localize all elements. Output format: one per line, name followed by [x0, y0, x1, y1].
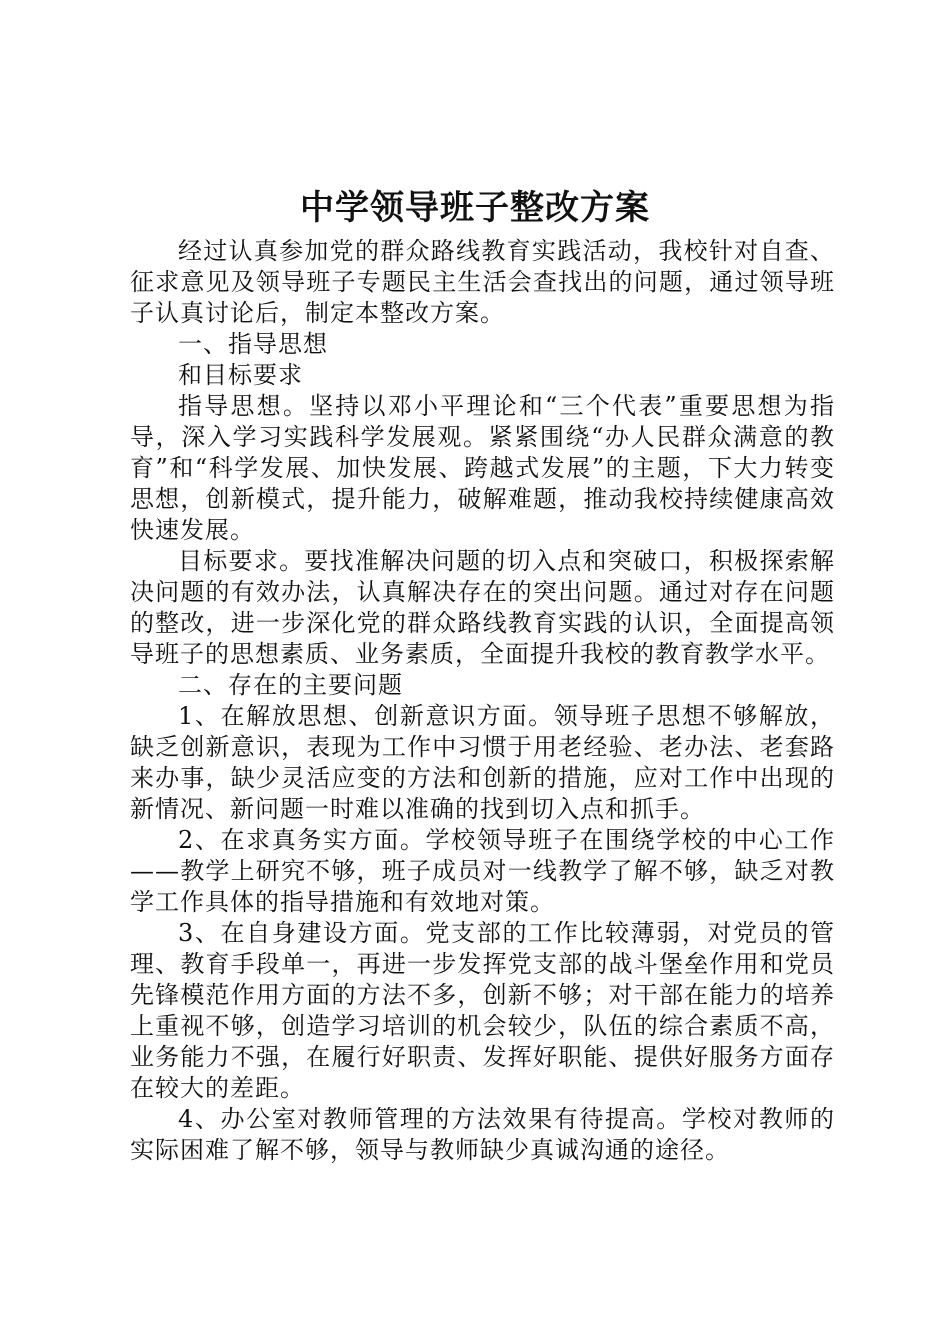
goals-paragraph: 目标要求。要找准解决问题的切入点和突破口，积极探索解决问题的有效办法，认真解决存在的突出问题。通过对存在问题的整改，进一步深化党的群众路线教育实践的认识，全面提高领导班子的思想素质、业务素质，全面提升我校的教育教学水平。: [130, 547, 835, 668]
problem-paragraph-4: 4、办公室对教师管理的方法效果有待提高。学校对教师的实际困难了解不够，领导与教师缺少真诚沟通的途径。: [130, 1105, 835, 1164]
document-body: [130, 236, 835, 1166]
document-title: 中学领导班子整改方案: [300, 188, 650, 228]
problem-paragraph-1: 1、在解放思想、创新意识方面。领导班子思想不够解放，缺乏创新意识，表现为工作中习惯于用老经验、老办法、老套路来办事，缺少灵活应变的方法和创新的措施，应对工作中出现的新情况、新问题一时难以准确的找到切入点和抓手。: [130, 702, 835, 823]
intro-paragraph: 经过认真参加党的群众路线教育实践活动，我校针对自查、征求意见及领导班子专题民主生活会查找出的问题，通过领导班子认真讨论后，制定本整改方案。: [130, 237, 835, 327]
section-heading-main-problems: 二、存在的主要问题: [178, 671, 403, 699]
section-heading-guiding-thought: 一、指导思想: [178, 330, 328, 358]
guiding-thought-paragraph: 指导思想。坚持以邓小平理论和“三个代表”重要思想为指导，深入学习实践科学发展观。紧紧围绕“办人民群众满意的教育”和“科学发展、加快发展、跨越式发展”的主题，下大力转变思想，创新模式，提升能力，破解难题，推动我校持续健康高效快速发展。: [130, 392, 835, 544]
problem-paragraph-3: 3、在自身建设方面。党支部的工作比较薄弱，对党员的管理、教育手段单一，再进一步发挥党支部的战斗堡垒作用和党员先锋模范作用方面的方法不多，创新不够；对干部在能力的培养上重视不够，创造学习培训的机会较少，队伍的综合素质不高，业务能力不强，在履行好职责、发挥好职能、提供好服务方面存在较大的差距。: [130, 919, 835, 1102]
problem-paragraph-2: 2、在求真务实方面。学校领导班子在围绕学校的中心工作——教学上研究不够，班子成员对一线教学了解不够，缺乏对教学工作具体的指导措施和有效地对策。: [130, 826, 835, 916]
section-heading-goals: 和目标要求: [178, 361, 303, 389]
